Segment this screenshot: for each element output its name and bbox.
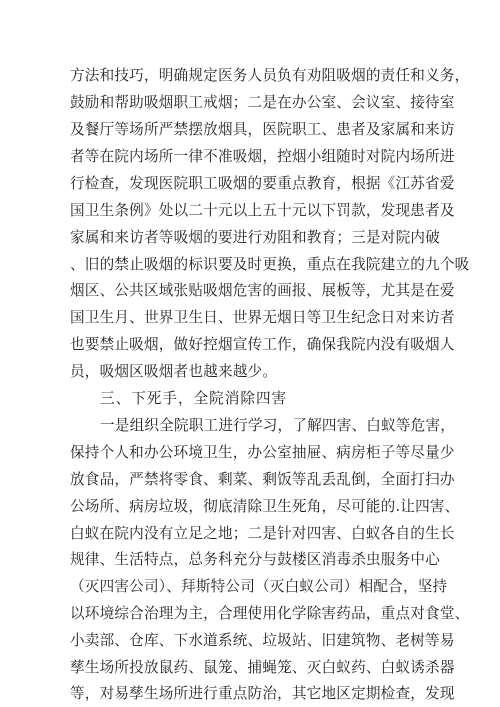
text-line: 以环境综合治理为主，合理使用化学除害药品，重点对食堂、 [70, 605, 470, 622]
text-line: 者等在院内场所一律不准吸烟，控烟小组随时对院内场所进 [70, 148, 455, 165]
text-line: 国卫生月、世界卫生日、世界无烟日等卫生纪念日对来访者 [70, 309, 455, 326]
text-line: （灭四害公司）、拜斯特公司（灭白蚁公司）相配合，坚持 [70, 578, 448, 595]
text-line: 烟区、公共区域张贴吸烟危害的画报、展板等，尤其是在爱 [70, 282, 455, 299]
text-line: 保持个人和办公环境卫生，办公室抽屉、病房柜子等尽量少 [70, 444, 455, 461]
text-line: 方法和技巧，明确规定医务人员负有劝阻吸烟的责任和义务， [70, 67, 470, 84]
text-line: 国卫生条例》处以二十元以上五十元以下罚款，发现患者及 [70, 202, 455, 219]
text-line: 放食品，严禁将零食、剩菜、剩饭等乱丢乱倒，全面打扫办 [70, 471, 455, 488]
text-line: 等，对易孳生场所进行重点防治，其它地区定期检查，发现 [70, 685, 455, 702]
text-line: 规律、生活特点，总务科充分与鼓楼区消毒杀虫服务中心 [70, 551, 440, 568]
text-line: 鼓励和帮助吸烟职工戒烟；二是在办公室、会议室、接待室 [70, 94, 455, 111]
text-line: 、旧的禁止吸烟的标识要及时更换，重点在我院建立的九个吸 [70, 256, 470, 273]
text-line: 也要禁止吸烟，做好控烟宣传工作，确保我院内没有吸烟人 [70, 336, 455, 353]
text-line: 家属和来访者等吸烟的要进行劝阻和教育；三是对院内破 [70, 229, 440, 246]
text-line: 小卖部、仓库、下水道系统、垃圾站、旧建筑物、老树等易 [70, 632, 455, 649]
text-line: 行检查，发现医院职工吸烟的要重点教育，根据《江苏省爱 [70, 175, 455, 192]
paragraph-first-line: 一是组织全院职工进行学习，了解四害、白蚁等危害， [100, 417, 456, 434]
text-line: 孳生场所投放鼠药、鼠笼、捕蝇笼、灭白蚁药、白蚁诱杀器 [70, 659, 455, 676]
text-line: 及餐厅等场所严禁摆放烟具，医院职工、患者及家属和来访 [70, 121, 455, 138]
section-heading: 三、下死手，全院消除四害 [100, 390, 288, 407]
text-line: 员，吸烟区吸烟者也越来越少。 [70, 363, 278, 380]
text-line: 公场所、病房垃圾，彻底清除卫生死角，尽可能的.让四害、 [70, 498, 460, 515]
text-line: 白蚁在院内没有立足之地；二是针对四害、白蚁各自的生长 [70, 525, 455, 542]
